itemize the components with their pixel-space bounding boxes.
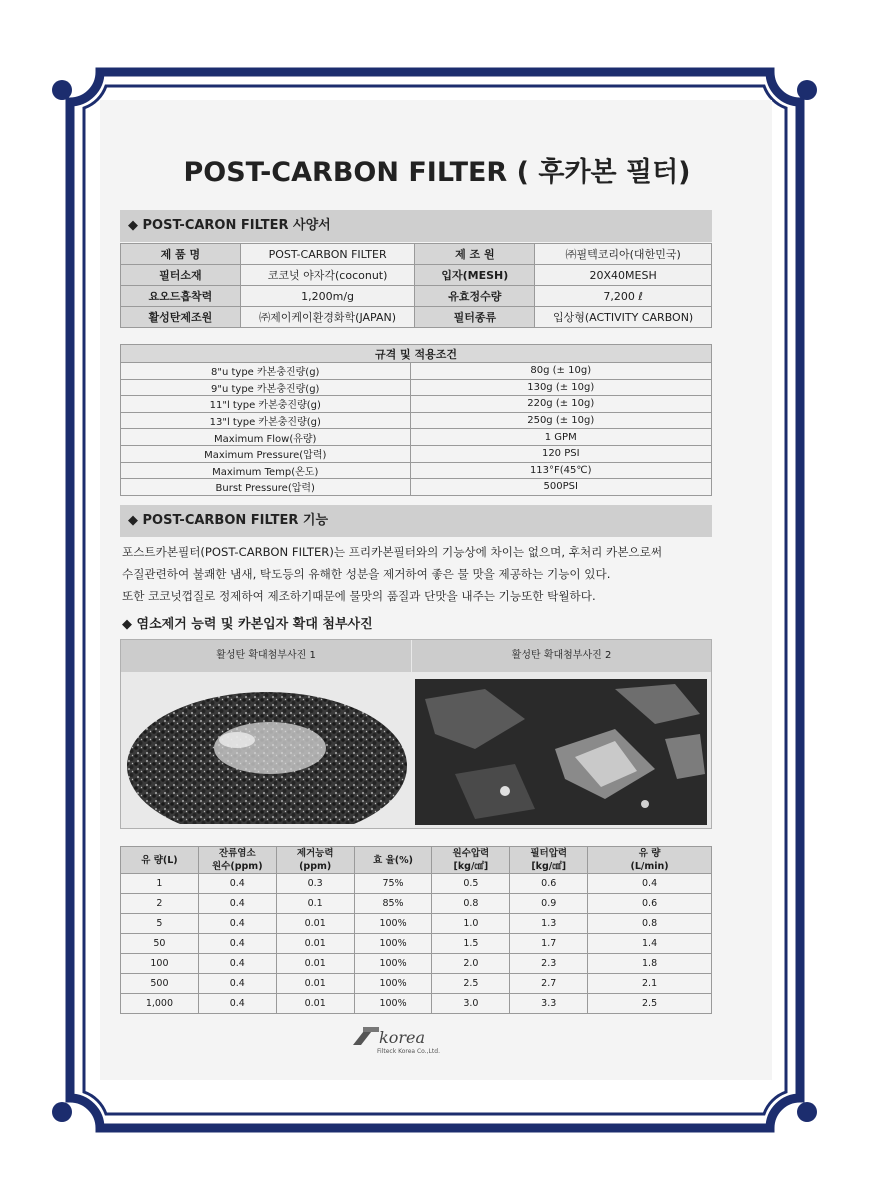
performance-cell: 100% <box>354 974 432 994</box>
spec-label: 입자(MESH) <box>415 265 535 286</box>
condition-row <box>121 429 712 446</box>
condition-value: 130g (± 10g) <box>410 379 712 396</box>
header-line: 원수압력 <box>452 848 490 859</box>
spec-label: 요오드흡착력 <box>121 286 241 307</box>
performance-cell: 1 <box>121 874 199 894</box>
carbon-granules-photo <box>125 674 409 824</box>
photo-caption-1: 활성탄 확대첨부사진 1 <box>121 640 411 672</box>
spec-row <box>121 286 712 307</box>
spec-value: 20X40MESH <box>535 265 712 286</box>
condition-label: 9"u type 카본충진량(g) <box>121 379 411 396</box>
performance-cell: 1.4 <box>588 934 712 954</box>
spec-row <box>121 307 712 328</box>
svg-text:Filteck Korea Co.,Ltd.: Filteck Korea Co.,Ltd. <box>377 1048 440 1055</box>
performance-cell: 0.5 <box>432 874 510 894</box>
condition-label: Burst Pressure(압력) <box>121 479 411 496</box>
condition-label: 11"l type 카본충진량(g) <box>121 396 411 413</box>
performance-cell: 0.4 <box>198 994 276 1014</box>
performance-cell: 0.01 <box>276 974 354 994</box>
performance-cell: 2.5 <box>432 974 510 994</box>
performance-cell: 0.4 <box>588 874 712 894</box>
performance-header <box>588 847 712 874</box>
function-heading: ◆ POST-CARBON FILTER 기능 <box>120 505 712 537</box>
condition-label: Maximum Flow(유량) <box>121 429 411 446</box>
performance-cell: 0.01 <box>276 954 354 974</box>
filteck-korea-logo <box>349 1021 479 1057</box>
performance-cell: 3.0 <box>432 994 510 1014</box>
condition-value: 80g (± 10g) <box>410 363 712 380</box>
spec-value: 7,200 ℓ <box>535 286 712 307</box>
performance-cell: 0.1 <box>276 894 354 914</box>
performance-row <box>121 894 712 914</box>
performance-header <box>354 847 432 874</box>
spec-value: 1,200m/g <box>240 286 415 307</box>
performance-header <box>121 847 199 874</box>
function-line: 수질관련하여 불쾌한 냄새, 탁도등의 유해한 성분을 제거하여 좋은 물 맛을 제공하는 기능이 있다. <box>122 567 611 581</box>
condition-row <box>121 379 712 396</box>
spec-label: 필터종류 <box>415 307 535 328</box>
performance-cell: 2.5 <box>588 994 712 1014</box>
spec-label: 제 품 명 <box>121 244 241 265</box>
performance-cell: 0.8 <box>432 894 510 914</box>
performance-cell: 0.3 <box>276 874 354 894</box>
spec-row <box>121 265 712 286</box>
condition-value: 113°F(45℃) <box>410 462 712 479</box>
performance-cell: 0.8 <box>588 914 712 934</box>
performance-cell: 3.3 <box>510 994 588 1014</box>
spec-table <box>120 243 712 328</box>
performance-cell: 2.0 <box>432 954 510 974</box>
performance-cell: 0.4 <box>198 934 276 954</box>
performance-cell: 2.7 <box>510 974 588 994</box>
spec-label: 필터소재 <box>121 265 241 286</box>
page-title: POST-CARBON FILTER ( 후카본 필터) <box>183 157 691 188</box>
header-unit: (ppm) <box>299 861 332 872</box>
performance-cell: 1.3 <box>510 914 588 934</box>
performance-cell: 0.6 <box>510 874 588 894</box>
performance-header <box>198 847 276 874</box>
performance-cell: 100% <box>354 994 432 1014</box>
spec-value: 코코넛 야자각(coconut) <box>240 265 415 286</box>
function-description <box>122 541 712 607</box>
header-line: 제거능력 <box>296 848 334 859</box>
performance-row <box>121 874 712 894</box>
header-line: 잔류염소 <box>218 848 256 859</box>
spec-value: POST-CARBON FILTER <box>240 244 415 265</box>
performance-cell: 0.4 <box>198 954 276 974</box>
condition-row <box>121 412 712 429</box>
performance-cell: 5 <box>121 914 199 934</box>
performance-cell: 0.4 <box>198 974 276 994</box>
performance-row <box>121 954 712 974</box>
photos-panel <box>120 639 712 829</box>
condition-row <box>121 445 712 462</box>
conditions-table <box>120 344 712 496</box>
performance-cell: 0.01 <box>276 994 354 1014</box>
performance-cell: 0.01 <box>276 934 354 954</box>
performance-header <box>276 847 354 874</box>
performance-cell: 0.4 <box>198 894 276 914</box>
performance-cell: 0.4 <box>198 874 276 894</box>
condition-label: 13"l type 카본충진량(g) <box>121 412 411 429</box>
performance-cell: 1.0 <box>432 914 510 934</box>
performance-header <box>510 847 588 874</box>
performance-row <box>121 914 712 934</box>
spec-row <box>121 244 712 265</box>
condition-label: 8"u type 카본충진량(g) <box>121 363 411 380</box>
performance-cell: 85% <box>354 894 432 914</box>
performance-row <box>121 994 712 1014</box>
performance-cell: 100 <box>121 954 199 974</box>
svg-text:korea: korea <box>379 1028 425 1047</box>
performance-cell: 75% <box>354 874 432 894</box>
condition-row <box>121 479 712 496</box>
photo-caption-2: 활성탄 확대첨부사진 2 <box>412 640 711 672</box>
performance-cell: 100% <box>354 954 432 974</box>
performance-cell: 1.8 <box>588 954 712 974</box>
carbon-microscope-photo <box>415 679 707 825</box>
function-line: 또한 코코넛껍질로 정제하여 제조하기때문에 물맛의 품질과 단맛을 내주는 기능또한 탁월하다. <box>122 589 596 603</box>
condition-label: Maximum Pressure(압력) <box>121 445 411 462</box>
header-unit: 원수(ppm) <box>212 861 263 872</box>
performance-cell: 0.01 <box>276 914 354 934</box>
header-line: 유 량 <box>638 848 661 859</box>
performance-cell: 1.5 <box>432 934 510 954</box>
performance-cell: 100% <box>354 934 432 954</box>
performance-cell: 1,000 <box>121 994 199 1014</box>
spec-value: ㈜제이케이환경화학(JAPAN) <box>240 307 415 328</box>
performance-cell: 1.7 <box>510 934 588 954</box>
performance-cell: 50 <box>121 934 199 954</box>
spec-label: 제 조 원 <box>415 244 535 265</box>
spec-value: 입상형(ACTIVITY CARBON) <box>535 307 712 328</box>
performance-cell: 0.6 <box>588 894 712 914</box>
performance-row <box>121 934 712 954</box>
header-unit: [kg/㎠] <box>453 861 489 872</box>
condition-row <box>121 462 712 479</box>
photos-heading: ◆ 염소제거 능력 및 카본입자 확대 첨부사진 <box>122 617 373 632</box>
header-line: 유 량(L) <box>141 854 178 866</box>
spec-value: ㈜필텍코리아(대한민국) <box>535 244 712 265</box>
header-unit: [kg/㎠] <box>531 861 567 872</box>
performance-cell: 2 <box>121 894 199 914</box>
performance-cell: 2.1 <box>588 974 712 994</box>
condition-label: Maximum Temp(온도) <box>121 462 411 479</box>
performance-header <box>432 847 510 874</box>
conditions-heading: 규격 및 적용조건 <box>121 345 712 363</box>
performance-cell: 0.9 <box>510 894 588 914</box>
condition-value: 250g (± 10g) <box>410 412 712 429</box>
function-line: 포스트카본필터(POST-CARBON FILTER)는 프리카본필터와의 기능상에 차이는 없으며, 후처리 카본으로써 <box>122 545 663 559</box>
condition-value: 220g (± 10g) <box>410 396 712 413</box>
condition-value: 1 GPM <box>410 429 712 446</box>
performance-table <box>120 846 712 1014</box>
performance-cell: 2.3 <box>510 954 588 974</box>
spec-heading: ◆ POST-CARON FILTER 사양서 <box>120 210 712 242</box>
performance-cell: 500 <box>121 974 199 994</box>
performance-row <box>121 974 712 994</box>
header-line: 필터압력 <box>530 848 568 859</box>
header-line: 효 율(%) <box>373 854 413 866</box>
condition-value: 120 PSI <box>410 445 712 462</box>
spec-label: 활성탄제조원 <box>121 307 241 328</box>
performance-cell: 0.4 <box>198 914 276 934</box>
condition-row <box>121 396 712 413</box>
condition-row <box>121 363 712 380</box>
performance-cell: 100% <box>354 914 432 934</box>
condition-value: 500PSI <box>410 479 712 496</box>
header-unit: (L/min) <box>630 861 669 872</box>
spec-label: 유효정수량 <box>415 286 535 307</box>
